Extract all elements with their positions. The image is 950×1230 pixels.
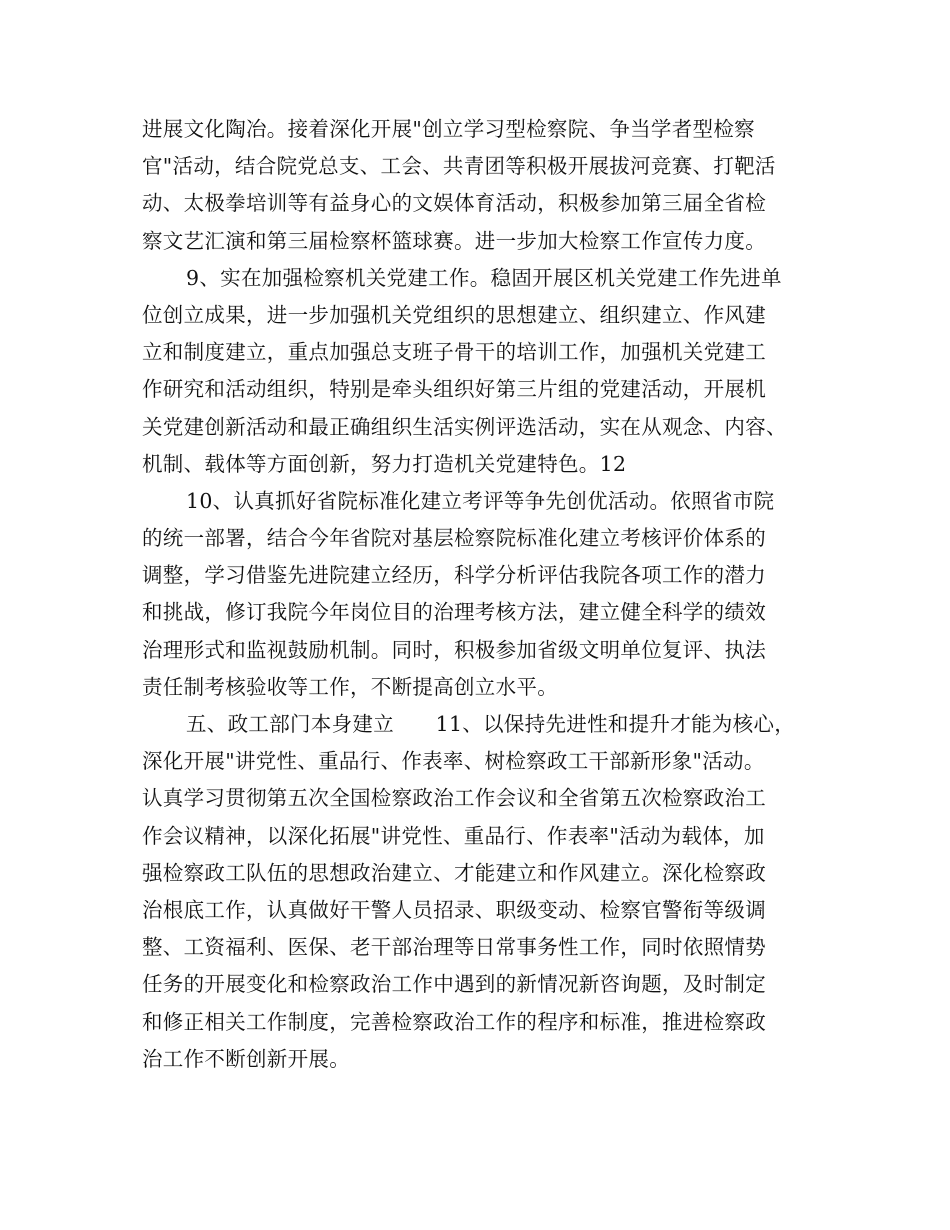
text-line: 任务的开展变化和检察政治工作中遇到的新情况新咨询题，及时制定 (142, 972, 766, 997)
text-line: 深化开展"讲党性、重品行、作表率、树检察政工干部新形象"活动。 (142, 749, 765, 774)
text-line: 机制、载体等方面创新，努力打造机关党建特色。12 (142, 451, 627, 476)
text-line: 认真学习贯彻第五次全国检察政治工作会议和全省第五次检察政治工 (142, 786, 766, 811)
text-line: 责任制考核验收等工作，不断提高创立水平。 (142, 674, 558, 699)
text-line: 的统一部署，结合今年省院对基层检察院标准化建立考核评价体系的 (142, 526, 766, 551)
text-line: 治根底工作，认真做好干警人员招录、职级变动、检察官警衔等级调 (142, 897, 766, 922)
text-line: 作研究和活动组织，特别是牵头组织好第三片组的党建活动，开展机 (142, 377, 766, 402)
text-line: 官"活动，结合院党总支、工会、共青团等积极开展拔河竞赛、打靶活 (142, 154, 776, 179)
text-line: 立和制度建立，重点加强总支班子骨干的培训工作，加强机关党建工 (142, 340, 766, 365)
text-line: 强检察政工队伍的思想政治建立、才能建立和作风建立。深化检察政 (142, 860, 766, 885)
text-line: 治工作不断创新开展。 (142, 1046, 350, 1071)
text-line: 和修正相关工作制度，完善检察政治工作的程序和标准，推进检察政 (142, 1009, 766, 1034)
text-line: 整、工资福利、医保、老干部治理等日常事务性工作，同时依照情势 (142, 935, 766, 960)
text-line: 关党建创新活动和最正确组织生活实例评选活动，实在从观念、内容、 (142, 414, 787, 439)
text-line: 9、实在加强检察机关党建工作。稳固开展区机关党建工作先进单 (186, 265, 782, 290)
text-line: 位创立成果，进一步加强机关党组织的思想建立、组织建立、作风建 (142, 302, 766, 327)
text-line: 10、认真抓好省院标准化建立考评等争先创优活动。依照省市院 (186, 488, 775, 513)
text-line: 和挑战，修订我院今年岗位目的治理考核方法，建立健全科学的绩效 (142, 600, 766, 625)
text-line: 进展文化陶冶。接着深化开展"创立学习型检察院、争当学者型检察 (142, 117, 755, 141)
text-line: 治理形式和监视鼓励机制。同时，积极参加省级文明单位复评、执法 (142, 637, 766, 662)
body-text (142, 111, 832, 1078)
text-line: 察文艺汇演和第三届检察杯篮球赛。进一步加大检察工作宣传力度。 (142, 228, 766, 253)
text-line: 动、太极拳培训等有益身心的文娱体育活动，积极参加第三届全省检 (142, 191, 766, 216)
text-line: 调整，学习借鉴先进院建立经历，科学分析评估我院各项工作的潜力 (142, 563, 766, 588)
text-line: 作会议精神，以深化拓展"讲党性、重品行、作表率"活动为载体，加 (142, 823, 765, 848)
text-line: 五、政工部门本身建立 11、以保持先进性和提升才能为核心， (186, 712, 796, 736)
